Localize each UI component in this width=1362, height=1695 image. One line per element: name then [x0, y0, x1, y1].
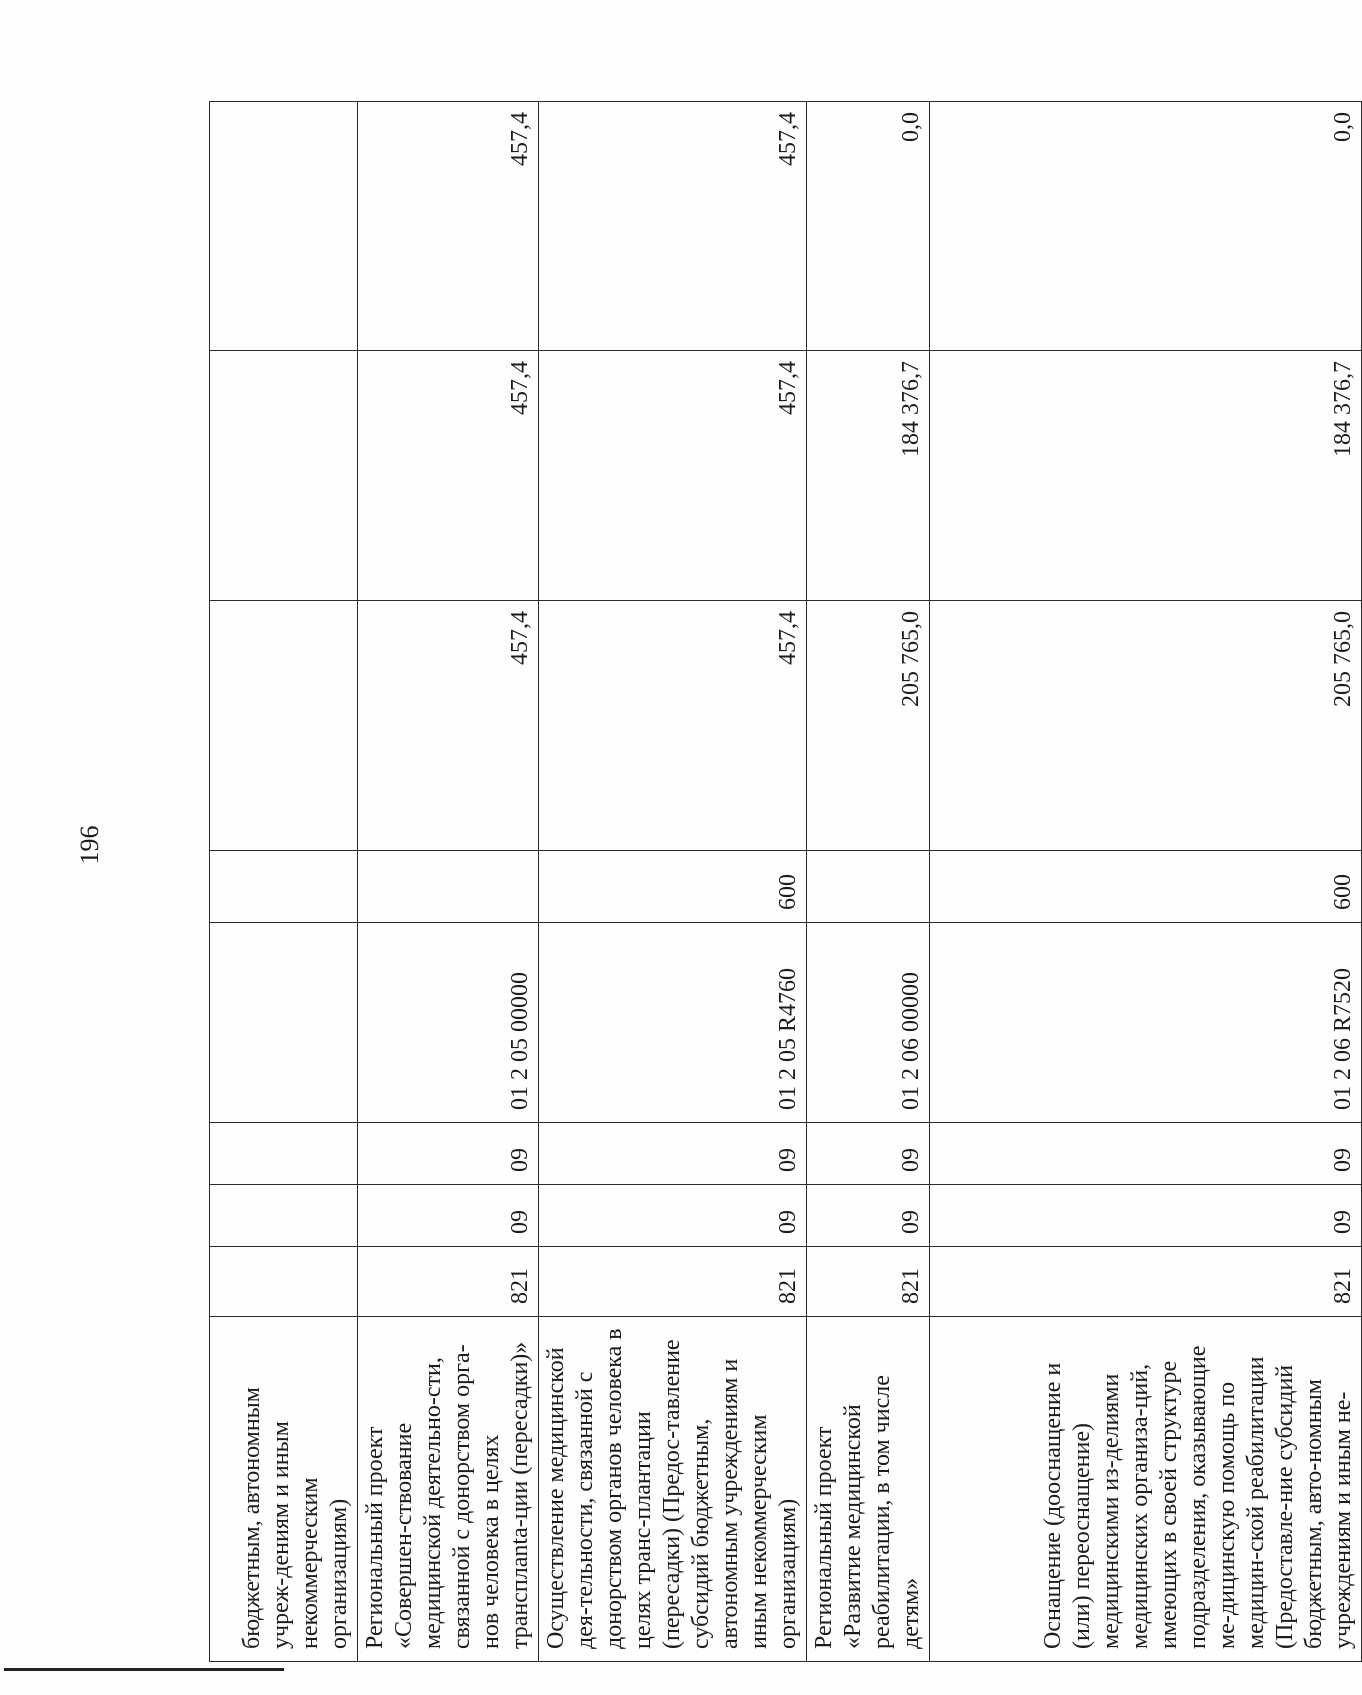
table-row — [539, 102, 807, 1662]
expense-type-code — [807, 851, 930, 923]
ministry-code: 821 — [539, 1247, 807, 1317]
expense-type-code: 600 — [930, 851, 1362, 923]
section-code: 09 — [539, 1185, 807, 1247]
table-row — [210, 102, 358, 1662]
amount-year-1: 205 765,0 — [930, 601, 1362, 851]
amount-year-2: 184 376,7 — [930, 351, 1362, 601]
amount-year-3: 0,0 — [930, 102, 1362, 351]
target-article-code: 01 2 05 00000 — [358, 923, 539, 1123]
section-code: 09 — [358, 1185, 539, 1247]
amount-year-1: 457,4 — [539, 601, 807, 851]
target-article-code: 01 2 06 R7520 — [930, 923, 1362, 1123]
target-article-code: 01 2 06 00000 — [807, 923, 930, 1123]
table-row — [358, 102, 539, 1662]
ministry-code: 821 — [358, 1247, 539, 1317]
table-row — [807, 102, 930, 1662]
subsection-code: 09 — [358, 1123, 539, 1185]
amount-year-1: 457,4 — [358, 601, 539, 851]
scan-edge-line — [4, 1668, 284, 1671]
expense-type-code: 600 — [539, 851, 807, 923]
ministry-code — [210, 1247, 358, 1317]
row-name: бюджетным, автономным учреж-дениям и иным некоммерческим организациям) — [210, 1317, 358, 1662]
subsection-code: 09 — [539, 1123, 807, 1185]
row-name: Региональный проект «Развитие медицинской реабилитации, в том числе детям» — [807, 1317, 930, 1662]
expense-type-code — [210, 851, 358, 923]
amount-year-1 — [210, 601, 358, 851]
amount-year-2: 457,4 — [539, 351, 807, 601]
target-article-code — [210, 923, 358, 1123]
amount-year-2: 184 376,7 — [807, 351, 930, 601]
budget-table — [209, 101, 1362, 1662]
amount-year-1: 205 765,0 — [807, 601, 930, 851]
amount-year-3: 457,4 — [539, 102, 807, 351]
section-code — [210, 1185, 358, 1247]
expense-type-code — [358, 851, 539, 923]
amount-year-2: 457,4 — [358, 351, 539, 601]
amount-year-3: 0,0 — [807, 102, 930, 351]
amount-year-3 — [210, 102, 358, 351]
row-name: Региональный проект «Совершен-ствование медицинской деятельно-сти, связанной с донорством орга-нов человека в целях трансплanta-ции (пересадки)» — [358, 1317, 539, 1662]
row-name: Осуществление медицинской дея-тельности, связанной с донорством органов человека в целях транс-плантации (пересадки) (Предос-тавление субсидий бюджетным, автономным учреждениям и иным некоммерческим организациям) — [539, 1317, 807, 1662]
target-article-code: 01 2 05 R4760 — [539, 923, 807, 1123]
section-code: 09 — [807, 1185, 930, 1247]
amount-year-2 — [210, 351, 358, 601]
row-name: Оснащение (дооснащение и (или) переоснащение) медицинскими из-делиями медицинских организа-ций, имеющих в своей структуре подразделения, оказывающие ме-дицинскую помощь по медицин-ской реабилитации (Предоставле-ние субсидий бюджетным, авто-номным учреждениям и иным не- — [930, 1317, 1362, 1662]
section-code: 09 — [930, 1185, 1362, 1247]
subsection-code — [210, 1123, 358, 1185]
table-row — [930, 102, 1362, 1662]
ministry-code: 821 — [807, 1247, 930, 1317]
subsection-code: 09 — [807, 1123, 930, 1185]
subsection-code: 09 — [930, 1123, 1362, 1185]
amount-year-3: 457,4 — [358, 102, 539, 351]
ministry-code: 821 — [930, 1247, 1362, 1317]
page-number: 196 — [75, 825, 104, 865]
